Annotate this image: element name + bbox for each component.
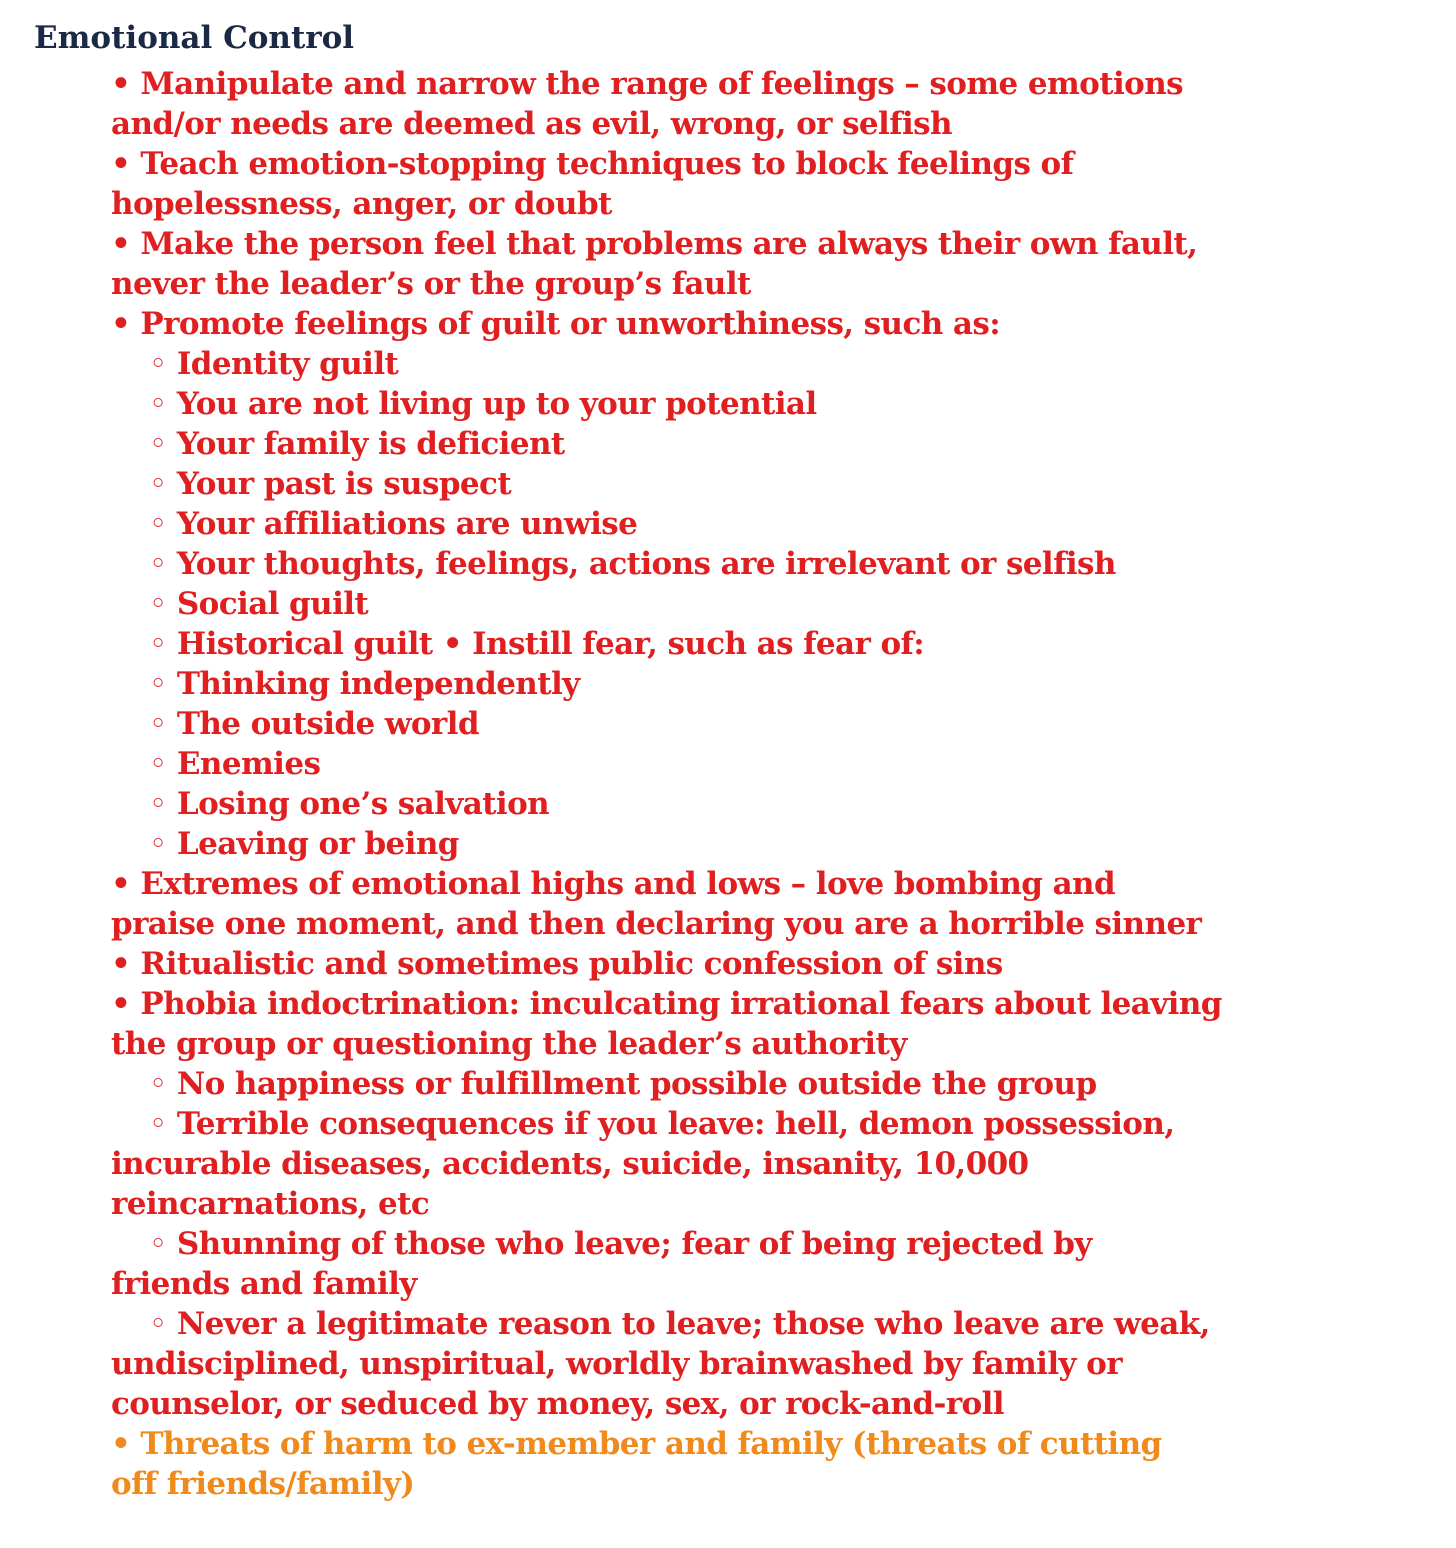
list-item-line: • Phobia indoctrination: inculcating irrational fears about leaving [111, 986, 1222, 1022]
sub-list-item-line: ◦ No happiness or fulfillment possible outside the group [149, 1066, 1097, 1102]
sub-list-item-line: ◦ Your family is deficient [149, 426, 565, 462]
sub-list-item-line: ◦ Thinking independently [149, 666, 580, 702]
sub-list-item-line: ◦ Terrible consequences if you leave: hell, demon possession, [149, 1106, 1175, 1142]
list-item-line: • Ritualistic and sometimes public confession of sins [111, 946, 1003, 982]
list-item-line: and/or needs are deemed as evil, wrong, or selfish [111, 106, 952, 142]
sub-list-item-line: ◦ Never a legitimate reason to leave; those who leave are weak, [149, 1306, 1210, 1342]
page-title: Emotional Control [34, 20, 355, 56]
sub-list-item-line: ◦ Social guilt [149, 586, 369, 622]
sub-list-item-line: ◦ The outside world [149, 706, 479, 742]
list-item-line: • Promote feelings of guilt or unworthiness, such as: [111, 306, 1001, 342]
list-item-line: reincarnations, etc [111, 1186, 430, 1222]
sub-list-item-line: ◦ You are not living up to your potential [149, 386, 817, 422]
list-item-line: • Threats of harm to ex-member and family (threats of cutting [111, 1426, 1162, 1462]
list-item-line: never the leader’s or the group’s fault [111, 266, 751, 302]
sub-list-item-line: ◦ Shunning of those who leave; fear of being rejected by [149, 1226, 1092, 1262]
sub-list-item-line: ◦ Your thoughts, feelings, actions are irrelevant or selfish [149, 546, 1116, 582]
emotional-control-list [111, 64, 1421, 1504]
list-item-line: counselor, or seduced by money, sex, or rock-and-roll [111, 1386, 1004, 1422]
list-item-line: hopelessness, anger, or doubt [111, 186, 612, 222]
sub-list-item-line: ◦ Historical guilt • Instill fear, such as fear of: [149, 626, 925, 662]
sub-list-item-line: ◦ Losing one’s salvation [149, 786, 550, 822]
sub-list-item-line: ◦ Identity guilt [149, 346, 399, 382]
list-item-line: praise one moment, and then declaring you are a horrible sinner [111, 906, 1202, 942]
list-item-line: incurable diseases, accidents, suicide, insanity, 10,000 [111, 1146, 1029, 1182]
sub-list-item-line: ◦ Enemies [149, 746, 321, 782]
list-item-line: friends and family [111, 1266, 417, 1302]
sub-list-item-line: ◦ Your affiliations are unwise [149, 506, 638, 542]
list-item-line: • Extremes of emotional highs and lows – love bombing and [111, 866, 1116, 902]
sub-list-item-line: ◦ Leaving or being [149, 826, 459, 862]
list-item-line: • Teach emotion-stopping techniques to block feelings of [111, 146, 1074, 182]
sub-list-item-line: ◦ Your past is suspect [149, 466, 512, 502]
list-item-line: • Manipulate and narrow the range of feelings – some emotions [111, 66, 1183, 102]
list-item-line: • Make the person feel that problems are always their own fault, [111, 226, 1198, 262]
list-item-line: the group or questioning the leader’s authority [111, 1026, 907, 1062]
list-item-line: off friends/family) [111, 1466, 415, 1502]
list-item-line: undisciplined, unspiritual, worldly brainwashed by family or [111, 1346, 1122, 1382]
